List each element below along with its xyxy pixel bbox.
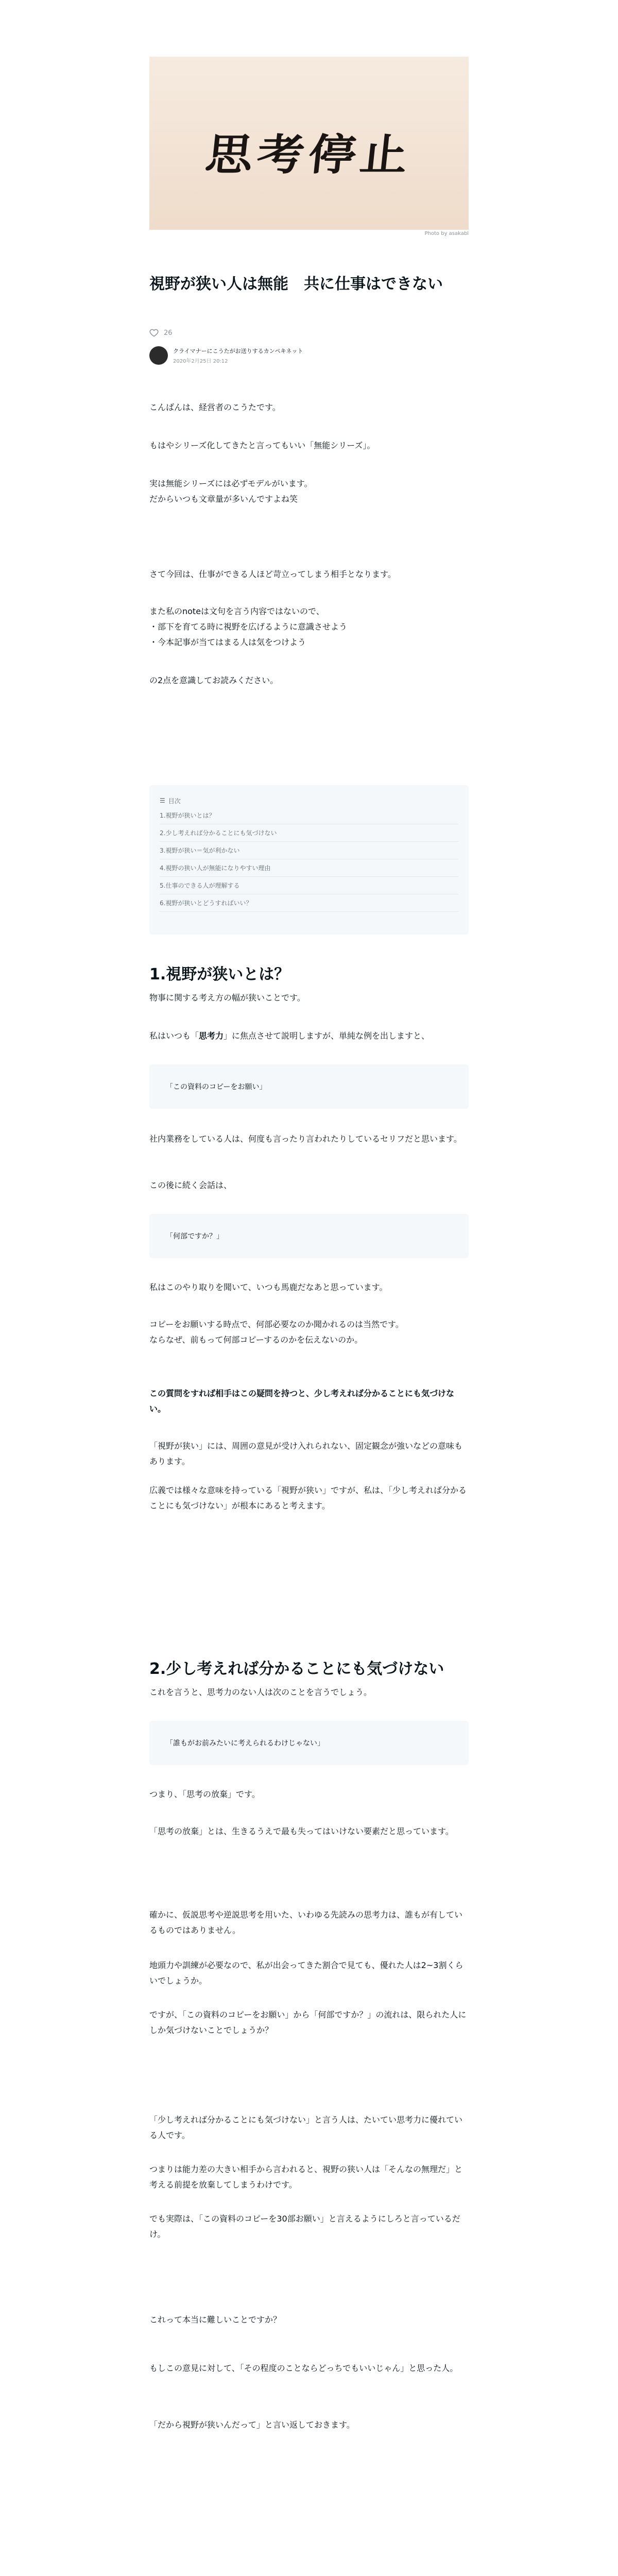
body-paragraph: 確かに、仮説思考や逆説思考を用いた、いわゆる先読みの思考力は、誰もが有しているものではありません。 — [149, 1910, 463, 1935]
section-heading: 2.少し考えれば分かることにも気づけない — [149, 1660, 444, 1678]
quote-block — [149, 1721, 469, 1765]
like-button[interactable] — [149, 328, 159, 337]
like-row — [149, 327, 469, 339]
avatar[interactable] — [149, 346, 168, 365]
intro-paragraph: もはやシリーズ化してきたと言ってもいい「無能シリーズ」。 — [149, 440, 375, 450]
body-paragraph: 私はいつも「思考力」に焦点させて説明しますが、単純な例を出しますと、 — [149, 1031, 430, 1041]
body-paragraph: つまり、「思考の放棄」です。 — [149, 1789, 260, 1799]
intro-paragraph: ・部下を育てる時に視野を広げるように意識させよう — [149, 622, 348, 632]
toc-header[interactable] — [160, 794, 458, 807]
quote-text: 「何部ですか？」 — [166, 1232, 224, 1241]
quote-block — [149, 1064, 469, 1109]
body-paragraph: これって本当に難しいことですか？ — [149, 2315, 282, 2325]
quote-block — [149, 1214, 469, 1258]
toc-item[interactable]: 1.視野が狭いとは？ — [160, 807, 458, 824]
quote-text: 「誰もがお前みたいに考えられるわけじゃない」 — [166, 1739, 324, 1748]
toc-item[interactable]: 4.視野の狭い人が無能になりやすい理由 — [160, 859, 458, 877]
hero-image — [149, 57, 469, 230]
intro-paragraph: の2点を意識してお読みください。 — [149, 675, 279, 685]
author-name[interactable]: クライマナーにこうたがお送りするカンペキネット — [173, 348, 303, 354]
emphasis-paragraph: この質問をすれば相手はこの疑問を持つと、少し考えれば分かることにも気づけない。 — [149, 1388, 455, 1414]
article-title: 視野が狭い人は無能 共に仕事はできない — [149, 275, 443, 293]
body-paragraph: でも実際は、「この資料のコピーを30部お願い」と言えるようにしろと言っているだけ。 — [149, 2214, 460, 2239]
body-paragraph: 「少し考えれば分かることにも気づけない」と言う人は、たいてい思考力に優れている人です。 — [149, 2115, 463, 2140]
intro-paragraph: こんばんは、経営者のこうたです。 — [149, 402, 281, 412]
body-paragraph: 広義では様々な意味を持っている「視野が狭い」ですが、私は、「少し考えれば分かることにも気づけない」が根本にあると考えます。 — [149, 1485, 467, 1511]
toc-item[interactable]: 5.仕事のできる人が理解する — [160, 877, 458, 894]
hero-caption: Photo by asakabl — [424, 231, 469, 236]
body-paragraph: 地頭力や訓練が必要なので、私が出会ってきた割合で見ても、優れた人は2~3割くらいでしょうか。 — [149, 1960, 464, 1986]
body-paragraph: 「視野が狭い」には、周囲の意見が受け入れられない、固定観念が強いなどの意味もあります。 — [149, 1441, 463, 1466]
publish-date: 2020年2月25日 20:12 — [173, 359, 228, 364]
body-paragraph: 「思考の放棄」とは、生きるうえで最も失ってはいけない要素だと思っています。 — [149, 1826, 454, 1836]
intro-paragraph: ・今本記事が当てはまる人は気をつけよう — [149, 637, 306, 647]
quote-text: 「この資料のコピーをお願い」 — [166, 1083, 267, 1091]
body-paragraph: 「だから視野が狭いんだって」と言い返しておきます。 — [149, 2420, 355, 2430]
toc-item[interactable]: 6.視野が狭いとどうすればいい？ — [160, 894, 458, 912]
heart-icon — [149, 328, 159, 337]
body-paragraph: ですが、「この資料のコピーをお願い」から「何部ですか？」の流れは、限られた人にしか気づけないことでしょうか？ — [149, 2010, 467, 2035]
body-paragraph: コピーをお願いする時点で、何部必要なのか聞かれるのは当然です。 — [149, 1319, 404, 1329]
author-row — [149, 346, 469, 365]
intro-paragraph: 実は無能シリーズには必ずモデルがいます。 — [149, 479, 313, 488]
body-paragraph: 社内業務をしている人は、何度も言ったり言われたりしているセリフだと思います。 — [149, 1134, 462, 1144]
toc-item[interactable]: 2.少し考えれば分かることにも気づけない — [160, 824, 458, 842]
toc-item[interactable]: 3.視野が狭い＝気が利かない — [160, 842, 458, 859]
body-paragraph: この後に続く会話は、 — [149, 1180, 232, 1190]
author-meta — [173, 347, 303, 364]
body-paragraph: ならなぜ、前もって何部コピーするのかを伝えないのか。 — [149, 1335, 363, 1345]
intro-paragraph: また私のnoteは文句を言う内容ではないので、 — [149, 606, 324, 616]
list-icon: ☰ — [160, 797, 165, 804]
body-paragraph: もしこの意見に対して、「その程度のことならどっちでもいいじゃん」と思った人。 — [149, 2363, 458, 2373]
body-paragraph: つまりは能力差の大きい相手から言われると、視野の狭い人は「そんなの無理だ」と考える前提を放棄してしまうわけです。 — [149, 2164, 463, 2190]
hero-calligraphy: 思考停止 — [203, 129, 415, 180]
table-of-contents — [149, 785, 469, 935]
body-paragraph: 物事に関する考え方の幅が狭いことです。 — [149, 993, 305, 1003]
intro-paragraph: さて今回は、仕事ができる人ほど苛立ってしまう相手となります。 — [149, 569, 396, 579]
section-heading: 1.視野が狭いとは？ — [149, 965, 290, 984]
toc-heading: 目次 — [168, 797, 181, 805]
body-paragraph: 私はこのやり取りを聞いて、いつも馬鹿だなあと思っています。 — [149, 1282, 388, 1292]
body-paragraph: これを言うと、思考力のない人は次のことを言うでしょう。 — [149, 1687, 372, 1697]
intro-paragraph: だからいつも文章量が多いんですよね笑 — [149, 494, 298, 504]
like-count: 26 — [164, 329, 173, 337]
